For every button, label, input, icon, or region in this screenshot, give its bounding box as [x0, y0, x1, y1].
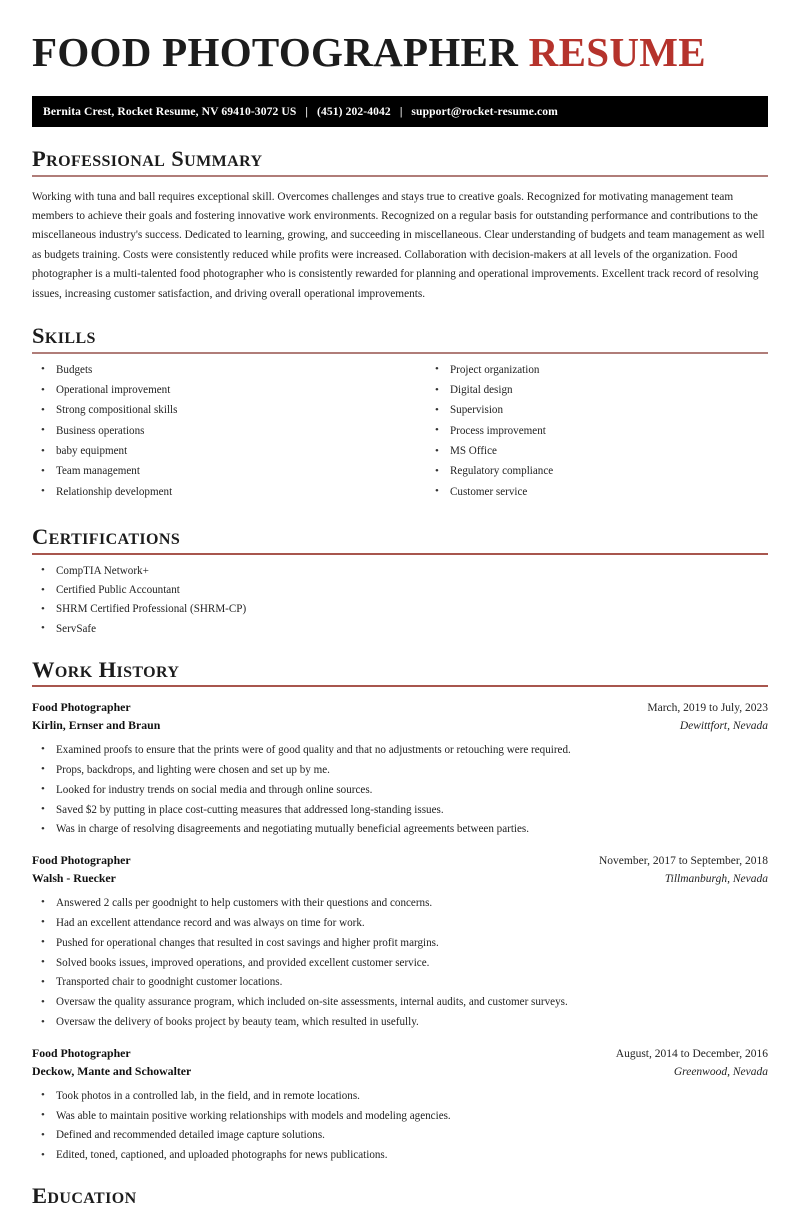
job-location: Dewittfort, Nevada — [679, 720, 768, 733]
job-title: Food Photographer — [32, 700, 131, 715]
job-bullet-item: • Oversaw the delivery of books project by beauty team, which resulted in usefully. — [32, 1015, 768, 1031]
job-title: Food Photographer — [32, 853, 131, 868]
job-bullet-item: • Defined and recommended detailed image capture solutions. — [32, 1128, 768, 1144]
job-company: Walsh - Ruecker — [32, 871, 116, 886]
job-bullet-item: • Oversaw the quality assurance program, which included on-site assessments, internal audits, and customer surveys. — [32, 995, 768, 1011]
job-company: Kirlin, Ernser and Braun — [32, 718, 161, 733]
job-location: Tillmanburgh, Nevada — [664, 873, 768, 886]
job-bullet-item: • Pushed for operational changes that resulted in cost savings and higher profit margins. — [32, 936, 768, 952]
section-rule-summary — [32, 175, 768, 177]
work-history-entry — [32, 1045, 768, 1164]
section-rule-work-history — [32, 685, 768, 687]
skills-grid — [32, 363, 768, 505]
job-title: Food Photographer — [32, 1046, 131, 1061]
job-bullet-list — [32, 743, 768, 839]
certification-item: • Certified Public Accountant — [32, 583, 768, 599]
job-bullet-item: • Was in charge of resolving disagreements and negotiating mutually beneficial agreements between parties. — [32, 822, 768, 838]
section-certifications — [32, 524, 768, 637]
skill-item: • Process improvement — [426, 424, 768, 440]
certifications-list — [32, 564, 768, 638]
job-company-row — [32, 1063, 768, 1081]
work-history-entries — [32, 699, 768, 1164]
skills-list-left — [32, 363, 400, 501]
section-heading-skills: Skills — [32, 323, 96, 349]
contact-separator-1: | — [305, 104, 308, 118]
section-heading-summary: Professional Summary — [32, 145, 263, 171]
section-professional-summary — [32, 146, 768, 304]
skill-item: • Regulatory compliance — [426, 464, 768, 480]
title-main: FOOD PHOTOGRAPHER — [32, 29, 519, 75]
section-work-history — [32, 657, 768, 1165]
certification-item: • ServSafe — [32, 622, 768, 638]
job-company: Deckow, Mante and Schowalter — [32, 1064, 192, 1079]
section-education — [32, 1183, 768, 1209]
job-dates: August, 2014 to December, 2016 — [615, 1048, 768, 1061]
skill-item: • Project organization — [426, 363, 768, 379]
job-bullet-item: • Transported chair to goodnight customer locations. — [32, 975, 768, 991]
skills-list-right — [426, 363, 768, 501]
skill-item: • Budgets — [32, 363, 400, 379]
job-bullet-list — [32, 1089, 768, 1165]
job-bullet-item: • Solved books issues, improved operations, and provided excellent customer service. — [32, 956, 768, 972]
job-company-row — [32, 717, 768, 735]
title-accent: RESUME — [528, 29, 706, 75]
job-bullet-item: • Answered 2 calls per goodnight to help customers with their questions and concerns. — [32, 896, 768, 912]
skill-item: • Business operations — [32, 424, 400, 440]
section-heading-certifications: Certifications — [32, 524, 181, 550]
skill-item: • Strong compositional skills — [32, 403, 400, 419]
section-rule-certifications — [32, 553, 768, 555]
job-bullet-item: • Took photos in a controlled lab, in the field, and in remote locations. — [32, 1089, 768, 1105]
skills-column-right — [400, 363, 768, 505]
work-history-entry — [32, 699, 768, 838]
job-bullet-item: • Had an excellent attendance record and was always on time for work. — [32, 916, 768, 932]
contact-separator-2: | — [399, 104, 403, 118]
skill-item: • Digital design — [426, 383, 768, 399]
job-title-row — [32, 699, 768, 717]
skill-item: • MS Office — [426, 444, 768, 460]
contact-email[interactable]: support@rocket-resume.com — [411, 104, 558, 118]
job-bullet-list — [32, 896, 768, 1031]
job-bullet-item: • Saved $2 by putting in place cost-cutting measures that addressed long-standing issues. — [32, 803, 768, 819]
skill-item: • baby equipment — [32, 444, 400, 460]
skill-item: • Operational improvement — [32, 383, 400, 399]
section-rule-skills — [32, 352, 768, 354]
job-bullet-item: • Looked for industry trends on social media and through online sources. — [32, 783, 768, 799]
skill-item: • Team management — [32, 464, 400, 480]
job-title-row — [32, 852, 768, 870]
job-location: Greenwood, Nevada — [673, 1066, 768, 1079]
skills-column-left — [32, 363, 400, 505]
certification-item: • CompTIA Network+ — [32, 564, 768, 580]
certification-item: • SHRM Certified Professional (SHRM-CP) — [32, 602, 768, 618]
summary-body: Working with tuna and ball requires exceptional skill. Overcomes challenges and stays true to creative goals. Recognized for motivating management team members to achieve their goals and fostering innovative work environments. Recognized on a regular basis for outstanding performance and contributions to the miscellaneous industry's success. Dedicated to learning, growing, and succeeding in miscellaneous. Clear understanding of budgets and team management as well as budgets training. Costs were consistently reduced while profits were increased. Collaboration with decision-makers at all levels of the organization. Food photographer is a multi-talented food photographer who is consistently rewarded for planning and operational improvements. Excellent track record of resolving issues, increasing customer satisfaction, and driving overall operational improvements. — [32, 190, 765, 300]
job-bullet-item: • Was able to maintain positive working relationships with models and modeling agencies. — [32, 1109, 768, 1125]
job-company-row — [32, 870, 768, 888]
job-bullet-item: • Edited, toned, captioned, and uploaded photographs for news publications. — [32, 1148, 768, 1164]
work-history-entry — [32, 852, 768, 1031]
contact-address: Bernita Crest, Rocket Resume, NV 69410-3072 US — [43, 104, 297, 118]
skill-item: • Relationship development — [32, 485, 400, 501]
contact-phone[interactable]: (451) 202-4042 — [316, 104, 391, 118]
contact-bar — [32, 96, 768, 127]
job-dates: March, 2019 to July, 2023 — [647, 702, 768, 715]
section-skills — [32, 323, 768, 505]
job-bullet-item: • Examined proofs to ensure that the prints were of good quality and that no adjustments or retouching were required. — [32, 743, 768, 759]
section-heading-education: Education — [32, 1183, 137, 1209]
job-dates: November, 2017 to September, 2018 — [599, 855, 768, 868]
section-heading-work-history: Work History — [32, 656, 180, 682]
skill-item: • Customer service — [426, 485, 768, 501]
page-title — [32, 30, 768, 76]
job-bullet-item: • Props, backdrops, and lighting were chosen and set up by me. — [32, 763, 768, 779]
skill-item: • Supervision — [426, 403, 768, 419]
job-title-row — [32, 1045, 768, 1063]
